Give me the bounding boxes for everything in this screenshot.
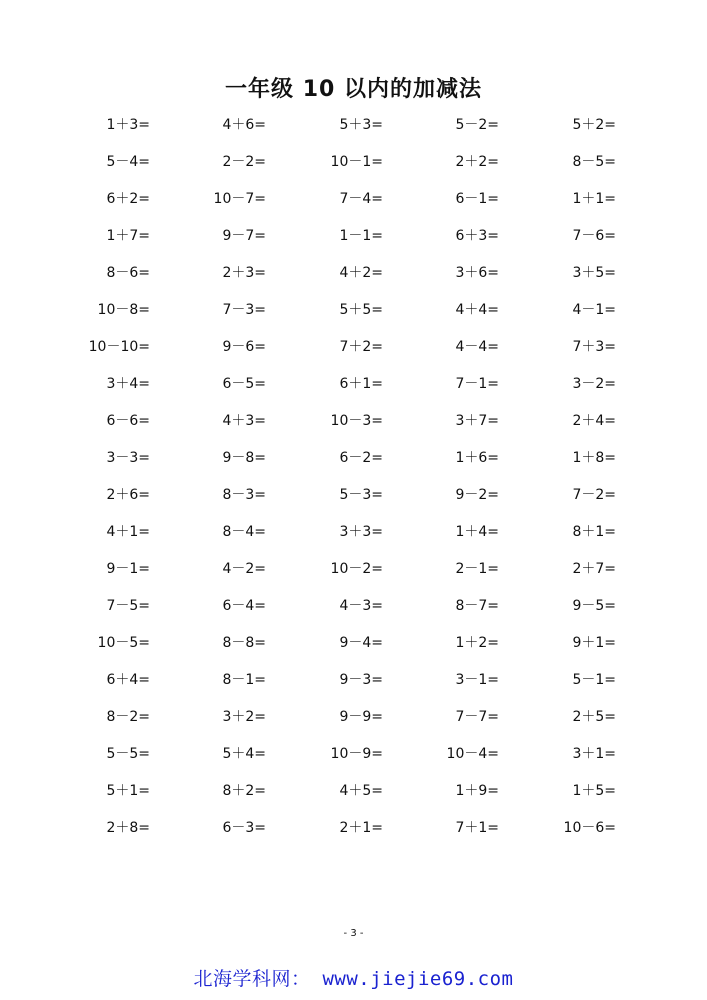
problem-row [0, 408, 707, 445]
problem-row [0, 519, 707, 556]
problem: 8－1= [222, 672, 266, 688]
problem: 5－3= [339, 487, 383, 503]
problem: 1＋5= [572, 783, 616, 799]
problem-row [0, 112, 707, 149]
problem: 3＋2= [222, 709, 266, 725]
problem: 2＋7= [572, 561, 616, 577]
problem: 6＋1= [339, 376, 383, 392]
problem: 8－7= [455, 598, 499, 614]
problem: 10－2= [330, 561, 383, 577]
problem: 2＋3= [222, 265, 266, 281]
problem: 7－6= [572, 228, 616, 244]
problem: 7＋2= [339, 339, 383, 355]
problem: 6－2= [339, 450, 383, 466]
problem-grid [0, 112, 707, 852]
problem: 10－8= [97, 302, 150, 318]
problem-row [0, 482, 707, 519]
problem: 9＋1= [572, 635, 616, 651]
problem: 5＋5= [339, 302, 383, 318]
problem-row [0, 556, 707, 593]
problem: 5－2= [455, 117, 499, 133]
problem: 8－2= [106, 709, 150, 725]
problem: 4＋3= [222, 413, 266, 429]
problem: 7＋1= [455, 820, 499, 836]
problem: 2＋6= [106, 487, 150, 503]
problem: 6＋4= [106, 672, 150, 688]
problem-row [0, 297, 707, 334]
page-number: - 3 - [343, 928, 364, 939]
problem: 3－2= [572, 376, 616, 392]
problem: 9－9= [339, 709, 383, 725]
problem: 8＋2= [222, 783, 266, 799]
problem: 9－5= [572, 598, 616, 614]
problem: 2＋1= [339, 820, 383, 836]
problem: 10－6= [563, 820, 616, 836]
problem: 1－1= [339, 228, 383, 244]
problem: 5－5= [106, 746, 150, 762]
problem: 8－6= [106, 265, 150, 281]
problem: 9－8= [222, 450, 266, 466]
footer-site-name: 北海学科网： [193, 968, 311, 990]
problem: 9－6= [222, 339, 266, 355]
problem: 8－5= [572, 154, 616, 170]
problem-row [0, 741, 707, 778]
problem: 8＋1= [572, 524, 616, 540]
problem: 5＋1= [106, 783, 150, 799]
problem: 10－4= [446, 746, 499, 762]
problem: 9－2= [455, 487, 499, 503]
problem-row [0, 815, 707, 852]
problem: 10－1= [330, 154, 383, 170]
problem: 7＋3= [572, 339, 616, 355]
problem: 10－7= [213, 191, 266, 207]
problem: 9－3= [339, 672, 383, 688]
problem: 1＋8= [572, 450, 616, 466]
problem: 5－1= [572, 672, 616, 688]
problem: 8－4= [222, 524, 266, 540]
problem: 4＋1= [106, 524, 150, 540]
problem-row [0, 593, 707, 630]
problem: 9－1= [106, 561, 150, 577]
problem: 7－2= [572, 487, 616, 503]
problem-row [0, 186, 707, 223]
problem: 3＋4= [106, 376, 150, 392]
problem: 3＋3= [339, 524, 383, 540]
problem: 10－3= [330, 413, 383, 429]
problem: 8－8= [222, 635, 266, 651]
problem-row [0, 260, 707, 297]
problem: 1＋2= [455, 635, 499, 651]
problem: 6－3= [222, 820, 266, 836]
problem-row [0, 371, 707, 408]
problem: 2－1= [455, 561, 499, 577]
footer-url[interactable]: www.jiejie69.com [310, 968, 514, 990]
problem: 4－3= [339, 598, 383, 614]
problem: 7－7= [455, 709, 499, 725]
problem: 5＋2= [572, 117, 616, 133]
problem: 2＋2= [455, 154, 499, 170]
problem: 1＋6= [455, 450, 499, 466]
problem: 7－1= [455, 376, 499, 392]
problem: 7－3= [222, 302, 266, 318]
problem-row [0, 334, 707, 371]
problem-row [0, 630, 707, 667]
problem: 6－4= [222, 598, 266, 614]
problem: 1＋4= [455, 524, 499, 540]
problem: 4＋2= [339, 265, 383, 281]
problem: 6＋3= [455, 228, 499, 244]
problem: 4－1= [572, 302, 616, 318]
problem: 7－5= [106, 598, 150, 614]
problem: 2＋4= [572, 413, 616, 429]
problem: 4＋6= [222, 117, 266, 133]
problem: 4＋4= [455, 302, 499, 318]
problem: 2＋5= [572, 709, 616, 725]
problem: 4＋5= [339, 783, 383, 799]
problem: 3＋6= [455, 265, 499, 281]
problem: 10－5= [97, 635, 150, 651]
problem: 3＋7= [455, 413, 499, 429]
problem-row [0, 445, 707, 482]
problem-row [0, 149, 707, 186]
page-title: 一年级 10 以内的加减法 [225, 77, 482, 102]
problem: 6－1= [455, 191, 499, 207]
problem: 10－10= [88, 339, 150, 355]
problem: 8－3= [222, 487, 266, 503]
problem: 1＋9= [455, 783, 499, 799]
problem: 3－3= [106, 450, 150, 466]
problem: 6－6= [106, 413, 150, 429]
problem-row [0, 667, 707, 704]
footer-watermark [0, 964, 707, 991]
problem: 4－2= [222, 561, 266, 577]
problem: 10－9= [330, 746, 383, 762]
problem: 5＋4= [222, 746, 266, 762]
problem: 4－4= [455, 339, 499, 355]
problem: 1＋7= [106, 228, 150, 244]
problem: 3＋5= [572, 265, 616, 281]
problem: 6－5= [222, 376, 266, 392]
problem: 7－4= [339, 191, 383, 207]
problem: 5－4= [106, 154, 150, 170]
problem: 1＋1= [572, 191, 616, 207]
problem: 9－4= [339, 635, 383, 651]
problem: 6＋2= [106, 191, 150, 207]
problem: 3－1= [455, 672, 499, 688]
problem-row [0, 704, 707, 741]
problem: 5＋3= [339, 117, 383, 133]
problem-row [0, 778, 707, 815]
problem: 9－7= [222, 228, 266, 244]
problem-row [0, 223, 707, 260]
problem: 2＋8= [106, 820, 150, 836]
problem: 3＋1= [572, 746, 616, 762]
problem: 2－2= [222, 154, 266, 170]
problem: 1＋3= [106, 117, 150, 133]
